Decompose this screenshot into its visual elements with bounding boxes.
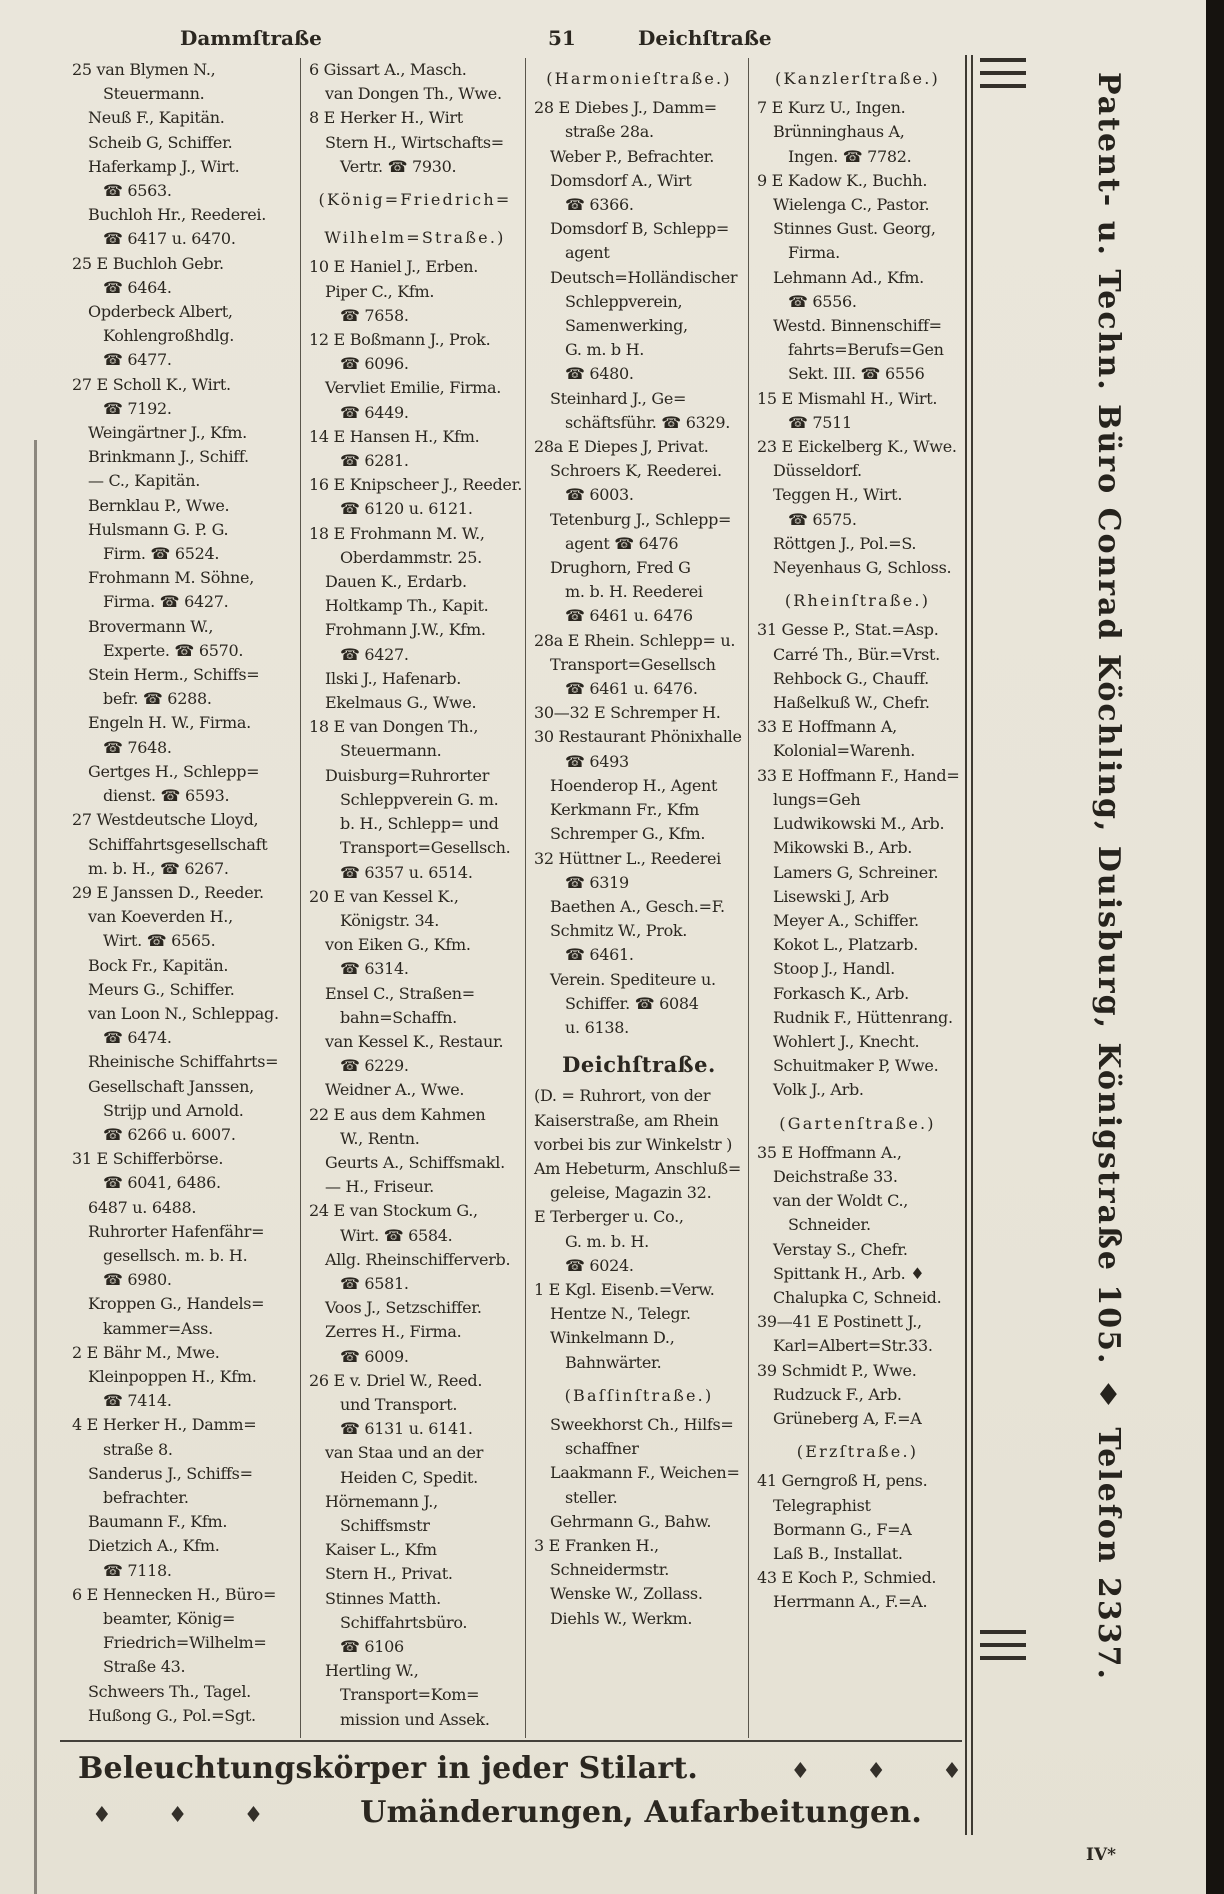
- directory-line: Piper C., Kfm.: [325, 281, 435, 301]
- directory-line: Grüneberg A, F.=A: [773, 1408, 922, 1428]
- directory-line: Neuß F., Kapitän.: [88, 108, 225, 128]
- directory-line: Domsdorf A., Wirt: [550, 170, 692, 190]
- directory-line: Schiffahrtsgesellschaft: [88, 834, 268, 854]
- page-header: [0, 26, 1224, 56]
- directory-column-2: [300, 58, 525, 1738]
- directory-line: Zerres H., Firma.: [325, 1322, 462, 1342]
- directory-line: 31 E Schifferbörse.: [72, 1149, 224, 1169]
- directory-line: 28 E Diebes J., Damm=: [534, 98, 717, 118]
- directory-line: Scheib G, Schiffer.: [88, 132, 233, 152]
- directory-line: Rudzuck F., Arb.: [773, 1384, 902, 1404]
- directory-line: 15 E Mismahl H., Wirt.: [757, 388, 938, 408]
- directory-line: Deichstraße 33.: [773, 1166, 898, 1186]
- directory-line: Lehmann Ad., Kfm.: [773, 267, 924, 287]
- directory-line: Hertling W.,: [325, 1661, 419, 1681]
- directory-column-1: [72, 58, 300, 1738]
- directory-line: von Eiken G., Kfm.: [325, 935, 471, 955]
- directory-line: 30 Restaurant Phönixhalle: [534, 727, 742, 747]
- directory-line: Transport=Kom=: [340, 1685, 480, 1705]
- sidebar-rule-left: [965, 55, 967, 1835]
- directory-line: Sanderus J., Schiffs=: [88, 1463, 253, 1483]
- directory-line: Schleppverein,: [565, 291, 683, 311]
- directory-line: 6 E Hennecken H., Büro=: [72, 1584, 277, 1604]
- directory-line: geleise, Magazin 32.: [550, 1183, 712, 1203]
- directory-line: Rheinische Schiffahrts=: [88, 1052, 279, 1072]
- directory-line: Stern H., Privat.: [325, 1564, 453, 1584]
- directory-line: Ensel C., Straßen=: [325, 983, 475, 1003]
- directory-line: agent ☎ 6476: [565, 533, 679, 553]
- directory-line: 43 E Koch P., Schmied.: [757, 1568, 937, 1588]
- directory-line: 35 E Hoffmann A.,: [757, 1142, 902, 1162]
- directory-line: Schremper G., Kfm.: [550, 824, 706, 844]
- advertisement-footer: [78, 1748, 962, 1836]
- directory-line: 4 E Herker H., Damm=: [72, 1415, 257, 1435]
- directory-line: ☎ 6041, 6486.: [103, 1173, 221, 1193]
- directory-line: ☎ 6477.: [103, 350, 172, 370]
- directory-line: Wirt. ☎ 6584.: [340, 1225, 453, 1245]
- directory-line: 14 E Hansen H., Kfm.: [309, 426, 480, 446]
- directory-line: ☎ 6106: [340, 1637, 404, 1656]
- directory-line: 10 E Haniel J., Erben.: [309, 257, 479, 277]
- directory-line: Sekt. III. ☎ 6556: [788, 364, 925, 384]
- directory-line: fahrts=Berufs=Gen: [788, 340, 944, 360]
- directory-line: 41 Gerngroß H, pens.: [757, 1471, 928, 1491]
- directory-line: Stinnes Matth.: [325, 1588, 441, 1608]
- directory-line: Kroppen G., Handels=: [88, 1294, 265, 1314]
- street-heading: (Erzſtraße.): [796, 1442, 919, 1462]
- directory-line: ☎ 6480.: [565, 364, 634, 384]
- page-number: 51: [548, 26, 576, 50]
- directory-line: m. b. H., ☎ 6267.: [88, 858, 229, 878]
- directory-line: vorbei bis zur Winkelstr ): [534, 1134, 733, 1154]
- directory-line: ☎ 7511: [788, 412, 852, 432]
- directory-line: Gesellschaft Janssen,: [88, 1076, 254, 1096]
- directory-line: van Dongen Th., Wwe.: [325, 84, 502, 104]
- directory-line: Wirt. ☎ 6565.: [103, 931, 216, 951]
- directory-line: Haferkamp J., Wirt.: [88, 156, 240, 176]
- directory-line: 30—32 E Schremper H.: [534, 703, 721, 723]
- directory-line: Chalupka C, Schneid.: [773, 1287, 942, 1307]
- directory-line: kammer=Ass.: [103, 1318, 213, 1338]
- directory-line: Meurs G., Schiffer.: [88, 979, 235, 999]
- directory-line: ☎ 6493: [565, 751, 629, 771]
- directory-line: Friedrich=Wilhelm=: [103, 1633, 267, 1653]
- directory-line: ☎ 6461 u. 6476: [565, 606, 693, 626]
- street-heading: Wilhelm=Straße.): [324, 228, 506, 248]
- directory-line: Drughorn, Fred G: [550, 558, 691, 578]
- street-heading: (Harmonieſtraße.): [546, 69, 732, 88]
- directory-line: (D. = Ruhrort, von der: [534, 1086, 711, 1106]
- directory-line: ☎ 6980.: [103, 1270, 172, 1290]
- margin-advertisement-vertical: Patent- u. Techn. Büro Conrad Köchling, Duisburg, Königstraße 105. ♦ Telefon 2337.: [1091, 72, 1126, 1681]
- directory-line: — C., Kapitän.: [88, 471, 201, 491]
- directory-line: Ilski J., Hafenarb.: [325, 668, 461, 688]
- directory-line: 32 Hüttner L., Reederei: [534, 848, 721, 868]
- diamond-ornaments-left: ♦ ♦ ♦: [92, 1802, 264, 1828]
- directory-line: 25 van Blymen N.,: [72, 60, 216, 79]
- directory-line: Weingärtner J., Kfm.: [88, 423, 247, 443]
- directory-line: Transport=Gesellsch.: [340, 838, 511, 858]
- directory-line: Schmitz W., Prok.: [550, 921, 688, 941]
- directory-line: ☎ 6319: [565, 872, 629, 892]
- directory-line: Wohlert J., Knecht.: [773, 1031, 920, 1051]
- directory-line: Schleppverein G. m.: [340, 789, 499, 809]
- directory-line: u. 6138.: [565, 1017, 629, 1037]
- directory-line: van der Woldt C.,: [773, 1191, 909, 1211]
- directory-line: Weber P., Befrachter.: [550, 146, 715, 166]
- directory-line: Ruhrorter Hafenfähr=: [88, 1221, 265, 1241]
- directory-line: Diehls W., Werkm.: [550, 1608, 693, 1628]
- directory-line: Am Hebeturm, Anschluß=: [534, 1158, 741, 1178]
- directory-line: Hußong G., Pol.=Sgt.: [88, 1705, 256, 1725]
- ad-text-line2: Umänderungen, Aufarbeitungen.: [360, 1795, 922, 1830]
- directory-line: Teggen H., Wirt.: [773, 485, 903, 505]
- directory-line: 1 E Kgl. Eisenb.=Verw.: [534, 1279, 715, 1299]
- directory-line: m. b. H. Reederei: [565, 582, 703, 602]
- directory-line: Kerkmann Fr., Kfm: [550, 800, 699, 820]
- directory-line: Herrmann A., F.=A.: [773, 1592, 928, 1612]
- directory-line: befrachter.: [103, 1487, 189, 1507]
- directory-line: 27 Westdeutsche Lloyd,: [72, 810, 259, 830]
- directory-line: Engeln H. W., Firma.: [88, 713, 251, 733]
- directory-line: mission und Assek.: [340, 1709, 490, 1729]
- directory-line: Brovermann W.,: [88, 616, 214, 636]
- directory-line: Kleinpoppen H., Kfm.: [88, 1366, 257, 1386]
- directory-line: Firma.: [788, 243, 840, 263]
- directory-line: Steuermann.: [103, 84, 205, 104]
- directory-line: Forkasch K., Arb.: [773, 983, 909, 1003]
- directory-line: agent: [565, 243, 610, 263]
- directory-line: Hörnemann J.,: [325, 1491, 438, 1511]
- directory-line: straße 8.: [103, 1439, 173, 1459]
- directory-line: Buchloh Hr., Reederei.: [88, 205, 266, 225]
- directory-line: Westd. Binnenschiff=: [773, 316, 942, 336]
- directory-line: ☎ 6581.: [340, 1273, 409, 1293]
- directory-line: Geurts A., Schiffsmakl.: [325, 1152, 505, 1172]
- directory-line: Lisewski J, Arb: [773, 886, 889, 906]
- directory-line: Vervliet Emilie, Firma.: [325, 378, 502, 398]
- directory-line: Stein Herm., Schiffs=: [88, 665, 260, 685]
- directory-line: 6487 u. 6488.: [88, 1197, 197, 1217]
- directory-line: Baethen A., Gesch.=F.: [550, 896, 725, 916]
- street-heading: (Rheinſtraße.): [784, 591, 931, 611]
- directory-line: — H., Friseur.: [325, 1177, 434, 1197]
- directory-line: ☎ 6120 u. 6121.: [340, 499, 473, 519]
- directory-line: Vertr. ☎ 7930.: [340, 156, 457, 176]
- directory-line: Domsdorf B, Schlepp=: [550, 219, 730, 239]
- directory-line: ☎ 7648.: [103, 737, 172, 757]
- directory-line: Schuitmaker P, Wwe.: [773, 1056, 939, 1076]
- directory-line: 18 E Frohmann M. W.,: [309, 523, 485, 543]
- directory-line: Brinkmann J., Schiff.: [88, 447, 249, 467]
- scan-edge-band: [1206, 0, 1224, 1894]
- directory-line: 29 E Janssen D., Reeder.: [72, 882, 264, 902]
- directory-line: Wenske W., Zollass.: [550, 1584, 703, 1604]
- directory-line: van Staa und an der: [325, 1443, 484, 1463]
- directory-line: 25 E Buchloh Gebr.: [72, 253, 224, 273]
- directory-line: Hulsmann G. P. G.: [88, 519, 229, 539]
- directory-line: van Loon N., Schleppag.: [88, 1003, 279, 1023]
- directory-line: Schneider.: [788, 1215, 871, 1235]
- scan-left-edge-line: [34, 440, 37, 1894]
- directory-line: 16 E Knipscheer J., Reeder.: [309, 475, 522, 495]
- directory-line: Wielenga C., Pastor.: [773, 195, 930, 215]
- directory-line: Carré Th., Bür.=Vrst.: [773, 644, 940, 664]
- directory-line: 31 Gesse P., Stat.=Asp.: [757, 620, 939, 640]
- directory-line: 9 E Kadow K., Buchh.: [757, 170, 928, 190]
- directory-line: ☎ 6266 u. 6007.: [103, 1124, 236, 1144]
- directory-line: 28a E Rhein. Schlepp= u.: [534, 630, 736, 650]
- directory-line: Tetenburg J., Schlepp=: [550, 509, 732, 529]
- directory-line: ☎ 7118.: [103, 1560, 172, 1580]
- directory-line: E Terberger u. Co.,: [534, 1207, 684, 1227]
- directory-line: Bock Fr., Kapitän.: [88, 955, 229, 975]
- triple-rule-ornament-top: [980, 58, 1026, 97]
- directory-line: ☎ 6096.: [340, 354, 409, 374]
- diamond-ornaments-right: ♦ ♦ ♦: [790, 1758, 962, 1784]
- directory-line: Schneidermstr.: [550, 1560, 670, 1580]
- directory-line: steller.: [565, 1487, 618, 1507]
- directory-line: bahn=Schaffn.: [340, 1007, 457, 1027]
- street-heading: (König=Friedrich=: [318, 190, 512, 210]
- directory-line: Volk J., Arb.: [773, 1080, 864, 1100]
- directory-line: 28a E Diepes J, Privat.: [534, 437, 709, 457]
- directory-line: ☎ 7192.: [103, 398, 172, 418]
- directory-line: Mikowski B., Arb.: [773, 838, 913, 858]
- directory-line: Telegraphist: [773, 1495, 871, 1515]
- directory-line: 7 E Kurz U., Ingen.: [757, 98, 906, 118]
- directory-line: 23 E Eickelberg K., Wwe.: [757, 437, 957, 457]
- directory-line: Holtkamp Th., Kapit.: [325, 596, 489, 616]
- directory-line: Firma. ☎ 6427.: [103, 592, 229, 612]
- directory-line: ☎ 6314.: [340, 959, 409, 979]
- sidebar-rule-right: [971, 55, 973, 1835]
- directory-line: 6 Gissart A., Masch.: [309, 60, 467, 79]
- directory-line: ☎ 6449.: [340, 402, 409, 422]
- directory-line: ☎ 7658.: [340, 305, 409, 325]
- directory-line: Spittank H., Arb. ♦: [773, 1263, 925, 1283]
- directory-line: Straße 43.: [103, 1657, 186, 1677]
- directory-line: Hentze N., Telegr.: [550, 1304, 691, 1324]
- directory-line: Steinhard J., Ge=: [550, 388, 687, 408]
- directory-line: Deutsch=Holländischer: [550, 267, 738, 287]
- directory-line: ☎ 6461.: [565, 945, 634, 965]
- directory-line: Schiffer. ☎ 6084: [565, 993, 699, 1013]
- directory-line: Weidner A., Wwe.: [325, 1080, 465, 1100]
- directory-line: beamter, König=: [103, 1609, 236, 1628]
- directory-line: 33 E Hoffmann A,: [757, 717, 897, 737]
- directory-line: ☎ 6417 u. 6470.: [103, 229, 236, 249]
- directory-line: G. m. b H.: [565, 340, 645, 360]
- directory-line: van Koeverden H.,: [88, 907, 233, 927]
- directory-line: Opderbeck Albert,: [88, 302, 233, 322]
- directory-line: G. m. b. H.: [565, 1231, 649, 1251]
- directory-line: Heiden C, Spedit.: [340, 1467, 478, 1487]
- directory-line: Schiffahrtsbüro.: [340, 1612, 468, 1632]
- ad-text-line1: Beleuchtungskörper in jeder Stilart.: [78, 1751, 699, 1786]
- directory-line: Sweekhorst Ch., Hilfs=: [550, 1414, 734, 1434]
- directory-line: lungs=Geh: [773, 789, 861, 809]
- directory-line: ☎ 6461 u. 6476.: [565, 679, 698, 699]
- directory-line: Hoenderop H., Agent: [550, 775, 718, 795]
- directory-line: 12 E Boßmann J., Prok.: [309, 330, 491, 350]
- directory-line: ☎ 6575.: [788, 509, 857, 529]
- header-street-right: Deichſtraße: [638, 26, 772, 50]
- directory-line: Rehbock G., Chauff.: [773, 668, 929, 688]
- directory-line: Samenwerking,: [565, 316, 688, 336]
- directory-line: ☎ 6131 u. 6141.: [340, 1419, 473, 1439]
- directory-line: Frohmann J.W., Kfm.: [325, 620, 486, 640]
- ad-line-2: [78, 1792, 962, 1836]
- directory-columns: [72, 58, 962, 1738]
- directory-line: Ekelmaus G., Wwe.: [325, 693, 477, 713]
- directory-line: schaffner: [565, 1439, 639, 1459]
- directory-column-4: [748, 58, 962, 1738]
- directory-line: ☎ 7414.: [103, 1391, 172, 1411]
- directory-line: Bahnwärter.: [565, 1352, 662, 1372]
- directory-line: Ingen. ☎ 7782.: [788, 146, 912, 166]
- directory-line: ☎ 6024.: [565, 1255, 634, 1275]
- directory-line: schäftsführ. ☎ 6329.: [565, 412, 730, 432]
- directory-line: Schroers K, Reederei.: [550, 461, 722, 481]
- directory-line: ☎ 6009.: [340, 1346, 409, 1366]
- directory-line: 33 E Hoffmann F., Hand=: [757, 765, 960, 785]
- directory-line: Kaiserstraße, am Rhein: [534, 1110, 719, 1130]
- street-heading: Deichſtraße.: [562, 1052, 716, 1078]
- ad-line-1: [78, 1748, 962, 1792]
- directory-line: Frohmann M. Söhne,: [88, 568, 255, 588]
- signature-mark: IV*: [1086, 1845, 1117, 1865]
- directory-line: straße 28a.: [565, 122, 654, 142]
- directory-line: Haßelkuß W., Chefr.: [773, 693, 930, 713]
- directory-line: 22 E aus dem Kahmen: [309, 1104, 486, 1124]
- directory-line: ☎ 6474.: [103, 1028, 172, 1048]
- directory-line: Laß B., Installat.: [773, 1543, 903, 1563]
- directory-line: Verstay S., Chefr.: [773, 1239, 908, 1259]
- directory-line: 3 E Franken H.,: [534, 1535, 659, 1555]
- directory-line: ☎ 6003.: [565, 485, 634, 505]
- directory-line: Lamers G, Schreiner.: [773, 862, 939, 882]
- directory-line: b. H., Schlepp= und: [340, 814, 499, 834]
- directory-line: 39—41 E Postinett J.,: [757, 1312, 922, 1332]
- directory-line: Königstr. 34.: [340, 910, 440, 930]
- street-heading: (Kanzlerſtraße.): [775, 69, 940, 88]
- directory-line: Firm. ☎ 6524.: [103, 544, 220, 564]
- directory-line: Kaiser L., Kfm: [325, 1540, 437, 1560]
- directory-line: Duisburg=Ruhrorter: [325, 765, 490, 785]
- directory-line: und Transport.: [340, 1394, 458, 1414]
- directory-line: 27 E Scholl K., Wirt.: [72, 374, 231, 394]
- triple-rule-ornament-bottom: [980, 1630, 1026, 1669]
- directory-line: gesellsch. m. b. H.: [103, 1245, 248, 1265]
- directory-line: Gertges H., Schlepp=: [88, 761, 260, 781]
- directory-line: Transport=Gesellsch: [550, 654, 716, 674]
- directory-line: ☎ 6357 u. 6514.: [340, 862, 473, 882]
- directory-line: Neyenhaus G, Schloss.: [773, 558, 952, 578]
- directory-line: Stern H., Wirtschafts=: [325, 132, 504, 152]
- directory-column-3: [525, 58, 748, 1738]
- directory-line: 2 E Bähr M., Mwe.: [72, 1342, 220, 1362]
- directory-line: Düsseldorf.: [773, 461, 862, 481]
- directory-line: Experte. ☎ 6570.: [103, 640, 244, 660]
- directory-line: Gehrmann G., Bahw.: [550, 1511, 712, 1531]
- directory-line: 26 E v. Driel W., Reed.: [309, 1370, 483, 1390]
- directory-line: Verein. Spediteure u.: [550, 969, 716, 989]
- street-heading: (Gartenſtraße.): [779, 1113, 936, 1133]
- directory-line: Dietzich A., Kfm.: [88, 1536, 220, 1556]
- directory-line: befr. ☎ 6288.: [103, 689, 212, 709]
- directory-line: Allg. Rheinschifferverb.: [325, 1249, 511, 1269]
- directory-line: Brünninghaus A,: [773, 122, 905, 142]
- directory-line: Röttgen J., Pol.=S.: [773, 533, 917, 553]
- directory-line: ☎ 6427.: [340, 644, 409, 664]
- directory-line: ☎ 6366.: [565, 195, 634, 215]
- directory-line: Dauen K., Erdarb.: [325, 572, 467, 592]
- directory-line: Stinnes Gust. Georg,: [773, 219, 936, 239]
- directory-line: Karl=Albert=Str.33.: [773, 1336, 933, 1356]
- directory-line: Steuermann.: [340, 741, 442, 761]
- directory-line: 24 E van Stockum G.,: [309, 1201, 478, 1221]
- directory-line: Winkelmann D.,: [550, 1328, 675, 1348]
- directory-line: ☎ 6563.: [103, 181, 172, 201]
- directory-line: ☎ 6464.: [103, 277, 172, 297]
- directory-line: Ludwikowski M., Arb.: [773, 814, 945, 834]
- directory-line: Meyer A., Schiffer.: [773, 910, 919, 930]
- header-street-left: Dammſtraße: [180, 26, 322, 50]
- directory-line: ☎ 6556.: [788, 291, 857, 311]
- directory-line: 8 E Herker H., Wirt: [309, 108, 463, 128]
- directory-line: Bernklau P., Wwe.: [88, 495, 230, 515]
- directory-line: W., Rentn.: [340, 1128, 420, 1148]
- directory-line: Schweers Th., Tagel.: [88, 1681, 251, 1701]
- directory-line: Kolonial=Warenh.: [773, 741, 915, 761]
- directory-line: 18 E van Dongen Th.,: [309, 717, 479, 737]
- directory-line: Oberdammstr. 25.: [340, 547, 482, 567]
- directory-line: 39 Schmidt P., Wwe.: [757, 1360, 917, 1380]
- footer-rule: [60, 1740, 962, 1742]
- directory-line: van Kessel K., Restaur.: [325, 1031, 504, 1051]
- directory-line: Rudnik F., Hüttenrang.: [773, 1007, 953, 1027]
- directory-line: Strijp und Arnold.: [103, 1100, 244, 1120]
- directory-line: 20 E van Kessel K.,: [309, 886, 459, 906]
- directory-line: ☎ 6281.: [340, 451, 409, 471]
- directory-line: Kohlengroßhdlg.: [103, 326, 235, 346]
- directory-line: Baumann F., Kfm.: [88, 1512, 228, 1532]
- directory-line: Kokot L., Platzarb.: [773, 935, 918, 955]
- directory-line: Voos J., Setzschiffer.: [325, 1298, 482, 1318]
- directory-line: Stoop J., Handl.: [773, 959, 895, 979]
- street-heading: (Baſſinſtraße.): [564, 1385, 714, 1405]
- directory-line: Bormann G., F=A: [773, 1519, 912, 1539]
- directory-line: ☎ 6229.: [340, 1056, 409, 1076]
- directory-line: Laakmann F., Weichen=: [550, 1463, 740, 1483]
- directory-line: dienst. ☎ 6593.: [103, 786, 230, 806]
- directory-line: Schiffsmstr: [340, 1515, 430, 1535]
